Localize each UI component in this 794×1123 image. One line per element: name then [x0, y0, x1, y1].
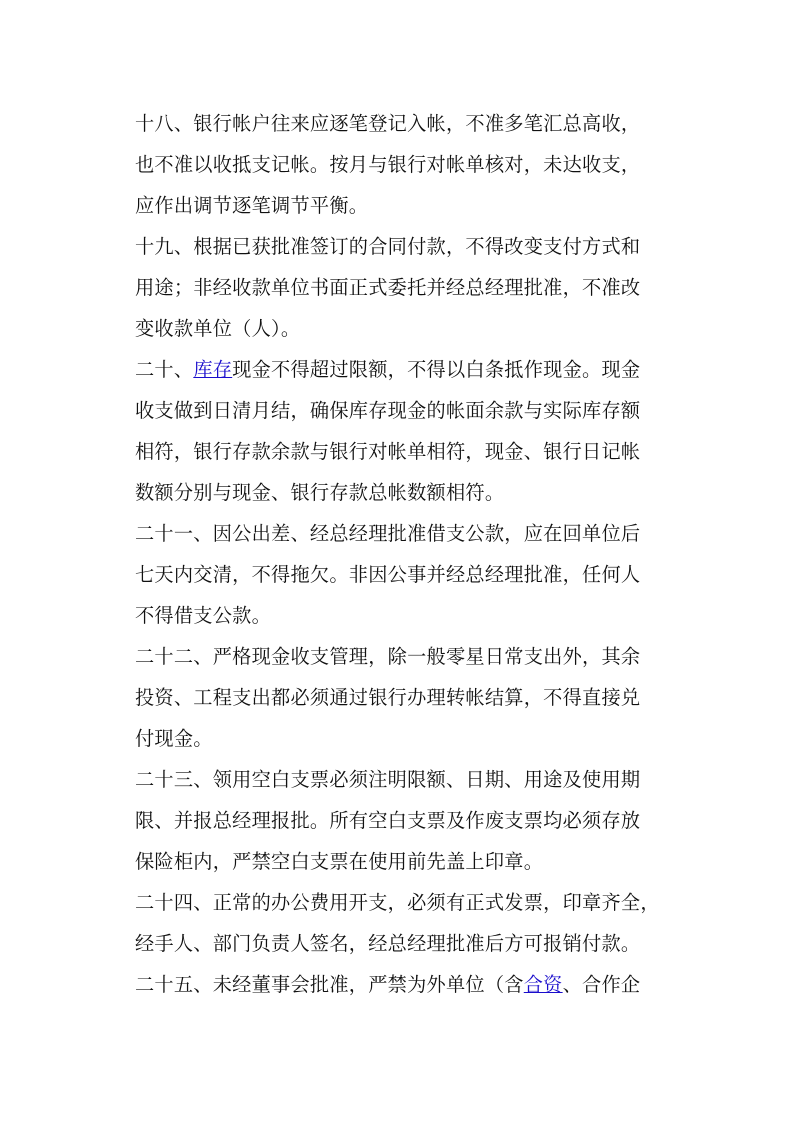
text-segment: 二十二、严格现金收支管理，除一般零星日常支出外，其余 — [135, 645, 641, 668]
hyperlink[interactable]: 合资 — [523, 973, 563, 996]
text-segment: 二十一、因公出差、经总经理批准借支公款，应在回单位后 — [135, 522, 641, 545]
text-segment: 十九、根据已获批准签订的合同付款，不得改变支付方式和 — [135, 235, 641, 258]
text-line — [135, 185, 660, 226]
text-segment: 十八、银行帐户往来应逐笔登记入帐，不准多笔汇总高收， — [135, 112, 641, 135]
text-segment: 相符，银行存款余款与银行对帐单相符，现金、银行日记帐 — [135, 440, 641, 463]
text-line — [135, 513, 660, 554]
text-line — [135, 103, 660, 144]
text-line — [135, 308, 660, 349]
text-segment: 、合作企 — [562, 973, 641, 996]
text-line — [135, 923, 660, 964]
text-line — [135, 267, 660, 308]
text-line — [135, 144, 660, 185]
text-segment: 投资、工程支出都必须通过银行办理转帐结算，不得直接兑 — [135, 686, 641, 709]
text-segment: 七天内交清，不得拖欠。非因公事并经总经理批准，任何人 — [135, 563, 641, 586]
text-line — [135, 841, 660, 882]
text-segment: 应作出调节逐笔调节平衡。 — [135, 194, 369, 217]
text-segment: 经手人、部门负责人签名，经总经理批准后方可报销付款。 — [135, 932, 641, 955]
text-line — [135, 718, 660, 759]
hyperlink[interactable]: 库存 — [193, 358, 233, 381]
text-segment: 二十五、未经董事会批准，严禁为外单位（含 — [135, 973, 524, 996]
text-line — [135, 759, 660, 800]
text-segment: 数额分别与现金、银行存款总帐数额相符。 — [135, 481, 505, 504]
text-line — [135, 677, 660, 718]
text-line — [135, 595, 660, 636]
text-segment: 限、并报总经理报批。所有空白支票及作废支票均必须存放 — [135, 809, 641, 832]
text-line — [135, 964, 660, 1005]
text-line — [135, 390, 660, 431]
text-segment: 变收款单位（人）。 — [135, 317, 301, 340]
text-line — [135, 882, 660, 923]
text-line — [135, 431, 660, 472]
text-segment: 二十、 — [135, 358, 194, 381]
document-body — [135, 103, 660, 1005]
text-segment: 不得借支公款。 — [135, 604, 272, 627]
text-segment: 收支做到日清月结，确保库存现金的帐面余款与实际库存额 — [135, 399, 641, 422]
text-segment: 用途；非经收款单位书面正式委托并经总经理批准，不准改 — [135, 276, 641, 299]
text-segment: 保险柜内，严禁空白支票在使用前先盖上印章。 — [135, 850, 544, 873]
text-line — [135, 349, 660, 390]
text-segment: 现金不得超过限额，不得以白条抵作现金。现金 — [232, 358, 641, 381]
text-segment: 二十三、领用空白支票必须注明限额、日期、用途及使用期 — [135, 768, 641, 791]
text-segment: 付现金。 — [135, 727, 213, 750]
text-line — [135, 554, 660, 595]
text-line — [135, 800, 660, 841]
text-line — [135, 636, 660, 677]
text-segment: 也不准以收抵支记帐。按月与银行对帐单核对，未达收支， — [135, 153, 641, 176]
text-line — [135, 226, 660, 267]
text-segment: 二十四、正常的办公费用开支，必须有正式发票，印章齐全， — [135, 891, 660, 914]
text-line — [135, 472, 660, 513]
